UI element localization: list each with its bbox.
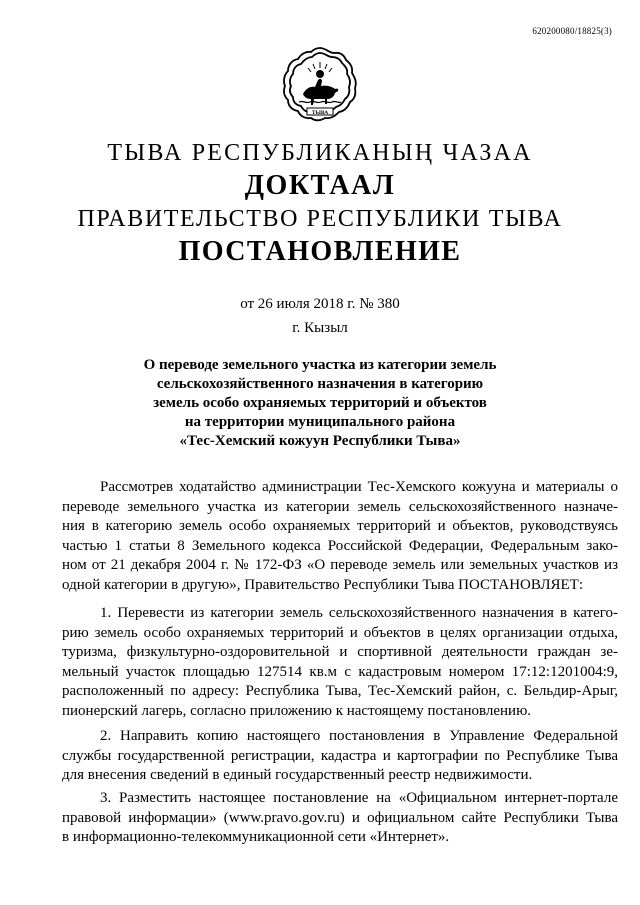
item-3-paragraph (62, 789, 618, 848)
title-line: земель особо охраняемых территорий и объектов (153, 395, 487, 411)
text-line: расположенный по адресу: Республика Тыва, Тес-Хемский район, с. Бельдир-Арыг, (62, 683, 618, 700)
text-line: службы государственной регистрации, кадастра и картографии по Республике Тыва (62, 747, 618, 764)
text-line: ном от 21 декабря 2004 г. № 172-ФЗ «О переводе земель или земельных участков из (62, 557, 618, 574)
document-date: от 26 июля 2018 г. № 380 (240, 296, 400, 312)
text-line: 3. Разместить настоящее постановление на «Официальном интернет-портале (100, 790, 618, 806)
header-resolution: ПОСТАНОВЛЕНИЕ (178, 236, 462, 267)
text-line: 2. Направить копию настоящего постановления в Управление Федеральной (100, 728, 618, 744)
text-line: Рассмотрев ходатайство администрации Тес-Хемского кожууна и материалы о (100, 479, 618, 495)
text-line: 1. Перевести из категории земель сельскохозяйственного назначения в катего- (100, 605, 618, 621)
text-line: одной категории в другую», Правительство Республики Тыва ПОСТАНОВЛЯЕТ: (62, 576, 583, 593)
item-2-paragraph (62, 727, 618, 786)
title-line: сельскохозяйственного назначения в категорию (156, 376, 484, 392)
document-number: 620200080/18825(3) (532, 26, 612, 36)
title-line: «Тес-Хемский кожуун Республики Тыва» (179, 433, 461, 449)
title-line: на территории муниципального района (184, 414, 456, 430)
text-line: туризма, физкультурно-оздоровительной и спортивной деятельности граждан зе- (62, 644, 618, 661)
svg-text:ТЫВА: ТЫВА (311, 110, 329, 116)
title-line: О переводе земельного участка из категории земель (143, 357, 497, 373)
item-1-paragraph (62, 604, 618, 722)
text-line: ния в категорию земель особо охраняемых территорий и объектов, руководствуясь (62, 518, 618, 535)
text-line: в информационно-телекоммуникационной сети «Интернет». (62, 829, 450, 846)
header-doktaal: ДОКТААЛ (244, 170, 396, 201)
text-line: правовой информации» (www.pravo.gov.ru) и официальном сайте Республики Тыва (62, 809, 618, 826)
text-line: пионерский лагерь, согласно приложению к настоящему постановлению. (62, 702, 532, 719)
preamble-paragraph (62, 478, 618, 596)
document-city: г. Кызыл (292, 320, 348, 336)
text-line: частью 1 статьи 8 Земельного кодекса Российской Федерации, Федеральным зако- (62, 537, 618, 554)
document-title (0, 356, 640, 451)
header-tuvan-government: ТЫВА РЕСПУБЛИКАНЫҢ ЧАЗАА (107, 140, 533, 166)
text-line: рию земель особо охраняемых территорий и объектов в целях организации отдыха, (62, 624, 618, 641)
text-line: переводе земельного участка из категории земель сельскохозяйственного назначе- (62, 498, 618, 515)
text-line: для внесения сведений в единый государственный реестр недвижимости. (62, 767, 533, 784)
header-government: ПРАВИТЕЛЬСТВО РЕСПУБЛИКИ ТЫВА (77, 206, 563, 232)
text-line: мельный участок площадью 127514 кв.м с кадастровым номером 17:12:1201004:9, (62, 663, 618, 680)
tuva-coat-of-arms-icon (279, 44, 361, 126)
